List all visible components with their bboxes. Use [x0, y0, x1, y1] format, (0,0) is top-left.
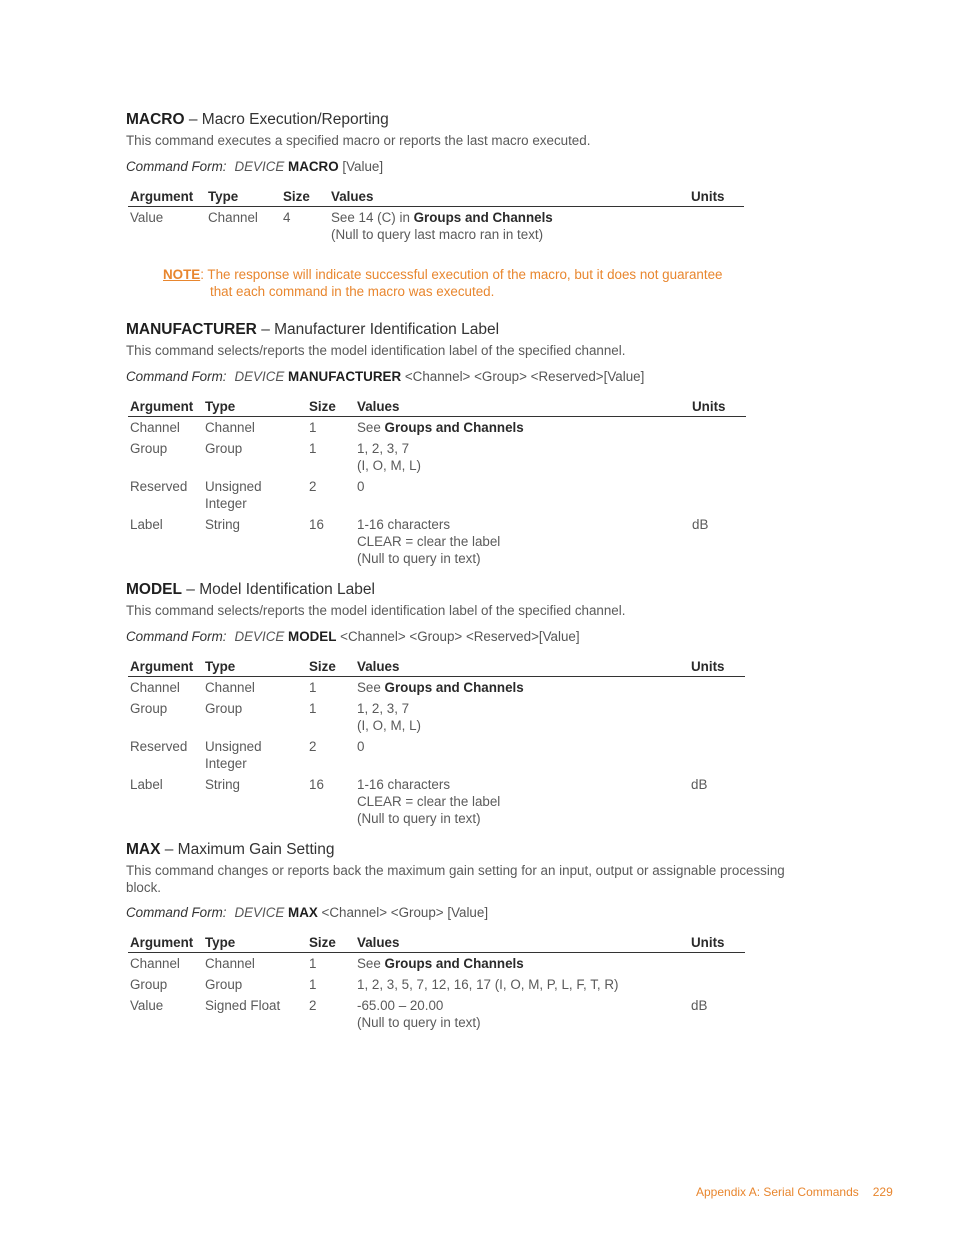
footer-title: Appendix A: Serial Commands: [696, 1185, 859, 1199]
section-macro: [126, 110, 806, 245]
note-callout: NOTE: The response will indicate successful execution of the macro, but it does not guarantee that each command in the macro was executed.: [163, 267, 723, 299]
section-description: This command selects/reports the model identification label of the specified channel.: [126, 343, 626, 358]
argument-table: Argument Type Size Values Units Channel Channel 1 See Groups and Channels Group Group 1 1, 2, 3, 7 (I, O, M, L) Reserved Unsigned Integer 2 0 Label String 16 1-16 characters CLEAR = clear the label (Null to query in text) dB: [128, 659, 745, 829]
table-row: Value Channel 4 See 14 (C) in Groups and Channels (Null to query last macro ran in text): [130, 209, 553, 242]
table-row: Group Group 1 1, 2, 3, 7 (I, O, M, L): [130, 440, 421, 473]
section-description: This command executes a specified macro or reports the last macro executed.: [126, 133, 591, 148]
argument-table: Argument Type Size Values Units Channel Channel 1 See Groups and Channels Group Group 1 1, 2, 3, 5, 7, 12, 16, 17 (I, O, M, P, L, F, T, R) Value Signed Float 2 -65.00 – 20.00 (Null to query in text) dB: [128, 935, 745, 1033]
header-type: Type: [206, 189, 281, 207]
section-description: This command selects/reports the model identification label of the specified channel.: [126, 603, 626, 618]
page-number: 229: [872, 1185, 893, 1199]
section-description: This command changes or reports back the maximum gain setting for an input, output or assignable processing block.: [126, 863, 785, 895]
table-row: Group Group 1 1, 2, 3, 5, 7, 12, 16, 17 (I, O, M, P, L, F, T, R): [130, 977, 619, 992]
table-row: Value Signed Float 2 -65.00 – 20.00 (Null to query in text) dB: [130, 998, 708, 1030]
header-argument: Argument: [128, 189, 206, 207]
table-row: Channel Channel 1 See Groups and Channels: [130, 679, 524, 695]
header-units: Units: [689, 189, 744, 207]
command-form: Command Form: DEVICE MANUFACTURER <Channel> <Group> <Reserved>[Value]: [126, 368, 645, 384]
section-title: MODEL – Model Identification Label: [126, 581, 375, 598]
header-size: Size: [281, 189, 329, 207]
argument-table: [128, 189, 744, 245]
section-title: MAX – Maximum Gain Setting: [126, 841, 335, 858]
table-row: Label String 16 1-16 characters CLEAR = clear the label (Null to query in text) dB: [130, 776, 708, 826]
section-max: [126, 840, 806, 1033]
section-title: MACRO – Macro Execution/Reporting: [126, 111, 389, 128]
table-row: Reserved Unsigned Integer 2 0: [130, 738, 365, 771]
page-footer: [696, 1185, 893, 1199]
table-row: Channel Channel 1 See Groups and Channels: [130, 956, 524, 971]
command-form: Command Form: DEVICE MAX <Channel> <Group> [Value]: [126, 905, 489, 920]
section-title: MANUFACTURER – Manufacturer Identification Label: [126, 321, 500, 338]
command-form: Command Form: DEVICE MACRO [Value]: [126, 158, 384, 174]
section-manufacturer: [126, 320, 806, 569]
table-row: Label String 16 1-16 characters CLEAR = clear the label (Null to query in text) dB: [130, 516, 709, 566]
command-form: Command Form: DEVICE MODEL <Channel> <Group> <Reserved>[Value]: [126, 628, 580, 644]
section-model: [126, 580, 806, 829]
header-values: Values: [329, 189, 689, 207]
table-row: Reserved Unsigned Integer 2 0: [130, 478, 365, 511]
table-row: Channel Channel 1 See Groups and Channels: [130, 419, 524, 435]
note-label: NOTE: [163, 267, 201, 282]
table-row: Group Group 1 1, 2, 3, 7 (I, O, M, L): [130, 700, 421, 733]
argument-table: Argument Type Size Values Units Channel Channel 1 See Groups and Channels Group Group 1 1, 2, 3, 7 (I, O, M, L) Reserved Unsigned Integer 2 0 Label String 16 1-16 characters CLEAR = clear the label (Null to query in text) dB: [128, 399, 746, 569]
